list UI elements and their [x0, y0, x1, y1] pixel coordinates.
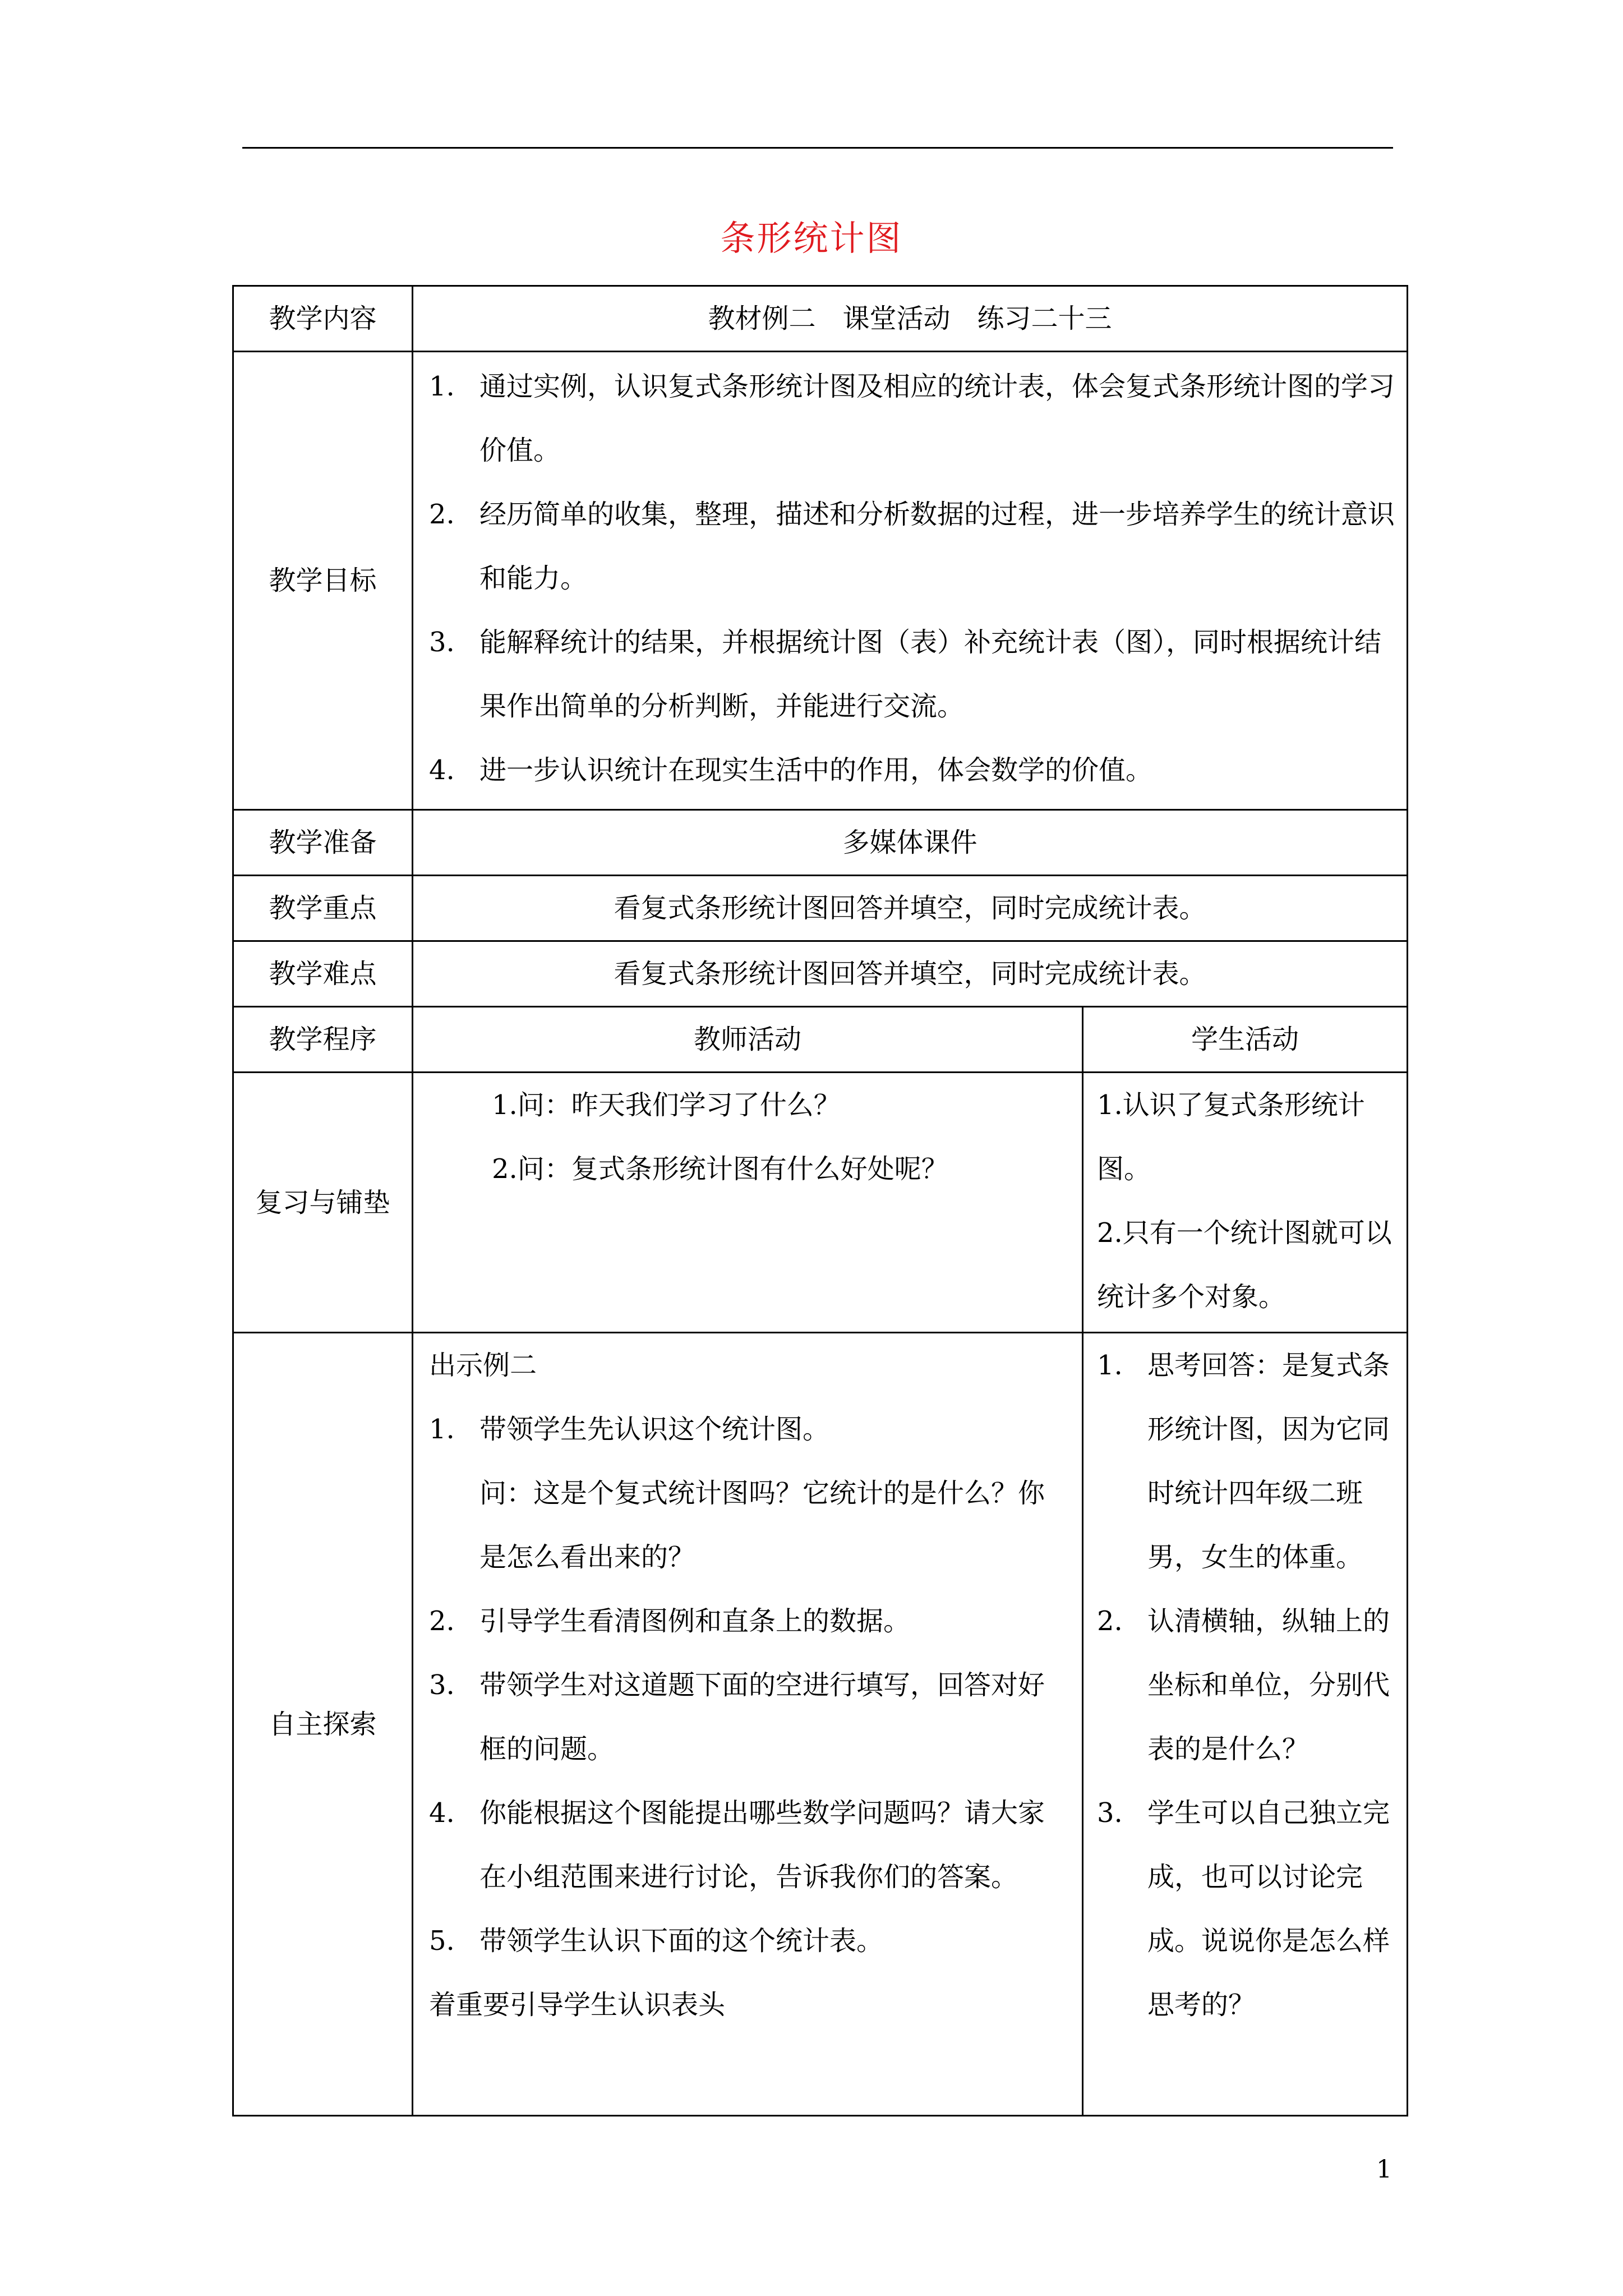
- explore-teacher-item: 5. 带领学生认识下面的这个统计表。: [429, 1925, 884, 1957]
- header-teacher-activity: 教师活动: [413, 1007, 1083, 1073]
- label-goals: 教学目标: [233, 352, 413, 810]
- explore-student-cell: [1083, 1333, 1408, 2116]
- row-review: [233, 1073, 1408, 1333]
- header-rule: [242, 147, 1393, 149]
- explore-teacher-item: 2. 引导学生看清图例和直条上的数据。: [429, 1605, 911, 1637]
- label-explore: 自主探索: [233, 1333, 413, 2116]
- explore-teacher-list: [429, 1397, 1068, 1461]
- explore-teacher-question: 问：这是个复式统计图吗？它统计的是什么？你是怎么看出来的？: [479, 1478, 1045, 1573]
- review-teacher-line: 2.问：复式条形统计图有什么好处呢？: [492, 1153, 948, 1185]
- row-goals: [233, 352, 1408, 810]
- explore-teacher-intro: 出示例二: [429, 1350, 537, 1381]
- row-prep: [233, 810, 1408, 876]
- value-difficulty: 看复式条形统计图回答并填空，同时完成统计表。: [413, 941, 1408, 1007]
- explore-teacher-cell: [413, 1333, 1083, 2116]
- review-student-line: 1.认识了复式条形统计图。: [1097, 1089, 1365, 1185]
- explore-student-list: [1097, 1333, 1395, 2037]
- goal-item: 4. 进一步认识统计在现实生活中的作用，体会数学的价值。: [429, 754, 1153, 786]
- explore-student-item: 3. 学生可以自己独立完成，也可以讨论完成。说说你是怎么样思考的？: [1097, 1797, 1390, 2021]
- label-difficulty: 教学难点: [233, 941, 413, 1007]
- row-procedure-header: [233, 1007, 1408, 1073]
- review-teacher-line: 1.问：昨天我们学习了什么？: [492, 1089, 841, 1121]
- page-number: 1: [1376, 2155, 1392, 2184]
- label-procedure: 教学程序: [233, 1007, 413, 1073]
- label-key-point: 教学重点: [233, 876, 413, 941]
- row-explore: [233, 1333, 1408, 2116]
- goals-cell: [413, 352, 1408, 810]
- explore-student-item: 1. 思考回答：是复式条形统计图，因为它同时统计四年级二班男，女生的体重。: [1097, 1350, 1390, 1573]
- review-student-line: 2.只有一个统计图就可以统计多个对象。: [1097, 1217, 1392, 1313]
- value-prep: 多媒体课件: [413, 810, 1408, 876]
- goal-item: 3. 能解释统计的结果，并根据统计图（表）补充统计表（图），同时根据统计结果作出简单的分析判断，并能进行交流。: [429, 627, 1382, 722]
- value-content: 教材例二 课堂活动 练习二十三: [413, 286, 1408, 352]
- explore-teacher-list-cont: [429, 1589, 1068, 1973]
- label-prep: 教学准备: [233, 810, 413, 876]
- label-review: 复习与铺垫: [233, 1073, 413, 1333]
- row-content: [233, 286, 1408, 352]
- explore-teacher-item: 1. 带领学生先认识这个统计图。: [429, 1414, 830, 1445]
- label-content: 教学内容: [233, 286, 413, 352]
- goal-item: 2. 经历简单的收集，整理，描述和分析数据的过程，进一步培养学生的统计意识和能力。: [429, 499, 1395, 594]
- explore-student-item: 2. 认清横轴，纵轴上的坐标和单位，分别代表的是什么？: [1097, 1605, 1390, 1765]
- review-teacher-cell: [413, 1073, 1083, 1333]
- goal-item: 1. 通过实例，认识复式条形统计图及相应的统计表，体会复式条形统计图的学习价值。: [429, 371, 1395, 466]
- review-student-cell: [1083, 1073, 1408, 1333]
- explore-teacher-item: 3. 带领学生对这道题下面的空进行填写，回答对好框的问题。: [429, 1669, 1045, 1765]
- header-student-activity: 学生活动: [1083, 1007, 1408, 1073]
- row-key-point: [233, 876, 1408, 941]
- goals-list: [429, 355, 1395, 802]
- explore-teacher-outro: 着重要引导学生认识表头: [429, 1989, 726, 2021]
- document-title: 条形统计图: [720, 218, 903, 259]
- row-difficulty: [233, 941, 1408, 1007]
- explore-teacher-item: 4. 你能根据这个图能提出哪些数学问题吗？请大家在小组范围来进行讨论，告诉我你们的答案。: [429, 1797, 1045, 1893]
- value-key-point: 看复式条形统计图回答并填空，同时完成统计表。: [413, 876, 1408, 941]
- lesson-plan-table: [232, 285, 1408, 2116]
